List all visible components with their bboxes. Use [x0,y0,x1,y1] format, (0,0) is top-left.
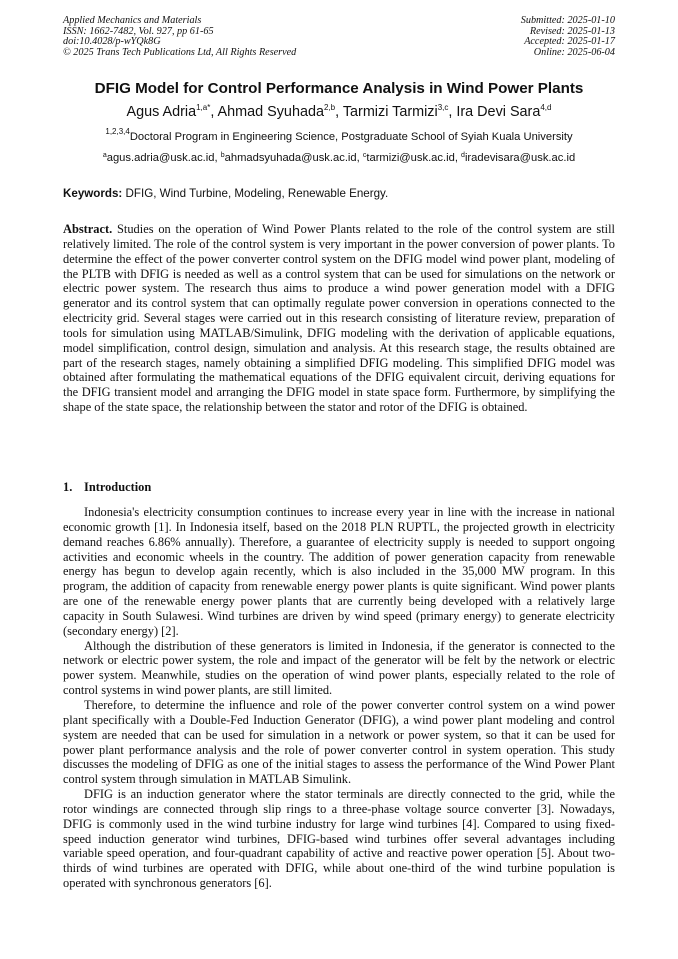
affiliation-mark: 1,2,3,4 [105,127,130,136]
author-affiliation-mark: 2,b [323,103,336,112]
email-link[interactable]: agus.adria@usk.ac.id [106,152,215,164]
online-date: Online: 2025-06-04 [533,46,615,58]
abstract-label: Abstract. [63,222,113,236]
body-paragraph: Indonesia's electricity consumption continues to increase every year in line with the increase in national economic growth [1]. In Indonesia itself, based on the 2018 PLN RUPTL, the projected growth in electricity demand reaches 6.86% annually). Therefore, a guarantee of electricity supply is needed to support ongoing activities and economic wheels in the country. The addition of power generation capacity from renewable energy has begun to develop again recently, which is also included in the 35,000 MW program. In this program, the addition of capacity from renewable energy power plants is quite significant. Wind power plants are one of the renewable energy power plants that are currently being developed with a relatively large capacity in South Sulawesi. Wind turbines are driven by wind speed (primary energy) to generate electricity (secondary energy) [2]. [63,505,615,638]
email-mark: b [220,152,225,159]
author-list: Agus Adria$^{1,a*}$, Ahmad Syuhada$^{2,b}$, Tarmizi Tarmizi$^{3,c}$, Ira Devi Sara$^{4,d}$ [126,103,552,120]
abstract-paragraph [63,222,615,415]
journal-name: Applied Mechanics and Materials [63,15,202,26]
email-mark: c [362,152,367,159]
affiliation [0,127,678,143]
abstract-text: Studies on the operation of Wind Power Plants related to the role of the control system are still relatively limited. The role of the control system is very important in the power conversion of power plants. To determine the effect of the power converter control system on the DFIG model wind power plant, modeling of the PLTB with DFIG is needed as well as a control system that can be used for simulations on the network or electric power system. The research thus aims to produce a wind power generation model with a DFIG generator and its control system that can optimally regulate power conversion in operations connected to the electricity grid. Several stages were carried out in this research consisting of literature review, preparation of tools for simulation using MATLAB/Simulink, DFIG modeling with the derivation of applicable equations, model simplification, control design, simulation and analysis. At this research stage, the results obtained are part of the research stages, namely obtaining a simplified DFIG modeling. This simplified DFIG model was obtained after formulating the mathematical equations of the DFIG equivalent circuit, deriving equations for the DFIG transient model and arranging the DFIG model in state space form. Furthermore, by simplifying the shape of the state space, the relationship between the stator and rotor of the DFIG is obtained. [63,222,615,415]
introduction-body [63,505,615,891]
copyright-line: © 2025 Trans Tech Publications Ltd, All Rights Reserved [63,46,297,58]
email-link[interactable]: ahmadsyuhada@usk.ac.id [224,152,357,164]
publication-dates-header [521,16,615,58]
paper-title: DFIG Model for Control Performance Analysis in Wind Power Plants [94,80,584,97]
body-paragraph: DFIG is an induction generator where the stator terminals are directly connected to the grid, while the rotor windings are connected through slip rings to a three-phase voltage source converter [3]. Nowadays, DFIG is commonly used in the wind turbine industry for large wind turbines [4]. Compared to using fixed-speed induction generator wind turbines, DFIG-based wind turbines offer several advantages including variable speed operation, and four-quadrant capability of active and reactive power operation [5]. About two-thirds of wind turbines are operated with DFIG, while about one-third of the wind turbine population is operated with synchronous generators [6]. [63,787,615,891]
revised-date: Revised: 2025-01-13 [529,25,615,37]
section-heading-introduction [63,480,151,495]
body-paragraph: Therefore, to determine the influence and role of the power converter control system on a wind power plant specifically with a Double-Fed Induction Generator (DFIG), a wind power plant modeling and control system are needed that can be used for simulation in a network or power system, so that it can be used for power plant performance analysis and the role of power converter control in system operation. This study discusses the modeling of DFIG as one of the initial stages to assess the performance of the Wind Power Plant control system through simulation in MATLAB Simulink. [63,697,615,787]
issn-line: ISSN: 1662-7482, Vol. 927, pp 61-65 [63,25,214,37]
journal-info-header [63,16,296,58]
affiliation-text: Doctoral Program in Engineering Science, Postgraduate School of Syiah Kuala University [129,131,573,143]
email-link[interactable]: tarmizi@usk.ac.id [366,152,455,164]
abstract [63,222,615,415]
author-affiliation-mark: 4,d [540,103,552,112]
email-link[interactable]: iradevisara@usk.ac.id [464,152,576,164]
keywords-label: Keywords: [63,187,123,200]
author-name: Tarmizi Tarmizi [342,104,438,120]
author-emails: $^a$agus.adria@usk.ac.id, $^b$ahmadsyuhada@usk.ac.id, $^c$tarmizi@usk.ac.id, $^d$iradevisara@usk.ac.id [102,152,576,164]
accepted-date: Accepted: 2025-01-17 [524,36,615,48]
author-name: Ahmad Syuhada [217,104,324,120]
email-mark: d [461,152,465,159]
section-title: Introduction [84,480,152,494]
body-paragraph: Although the distribution of these generators is limited in Indonesia, if the generator is connected to the network or electric power system, the role and impact of the generator will be felt by the network or electric power system. Meanwhile, studies on the operation of wind power plants, especially related to the role of control systems in wind power plants, are still limited. [63,638,615,698]
keywords-text: DFIG, Wind Turbine, Modeling, Renewable Energy. [125,187,389,200]
submitted-date: Submitted: 2025-01-10 [520,15,615,26]
keywords [63,187,388,200]
section-number: 1. [63,480,73,494]
doi-line: doi:10.4028/p-wYQk8G [63,36,161,48]
author-name: Agus Adria [126,104,197,120]
author-name: Ira Devi Sara [456,104,541,120]
email-mark: a [102,152,107,159]
author-affiliation-mark: 1,a* [196,103,211,112]
author-affiliation-mark: 3,c [437,103,449,112]
